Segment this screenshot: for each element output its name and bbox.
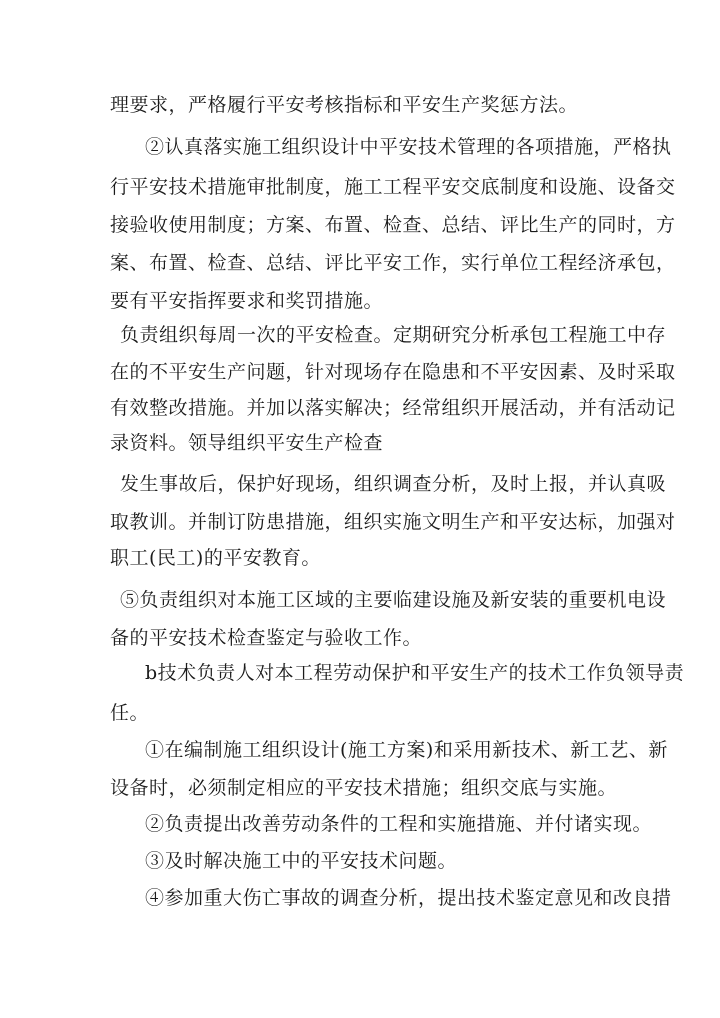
text-line: 理要求，严格履行平安考核指标和平安生产奖惩方法。 [110,94,579,116]
text-line: ③及时解决施工中的平安技术问题。 [145,850,458,872]
text-line: 设备时，必须制定相应的平安技术措施；组织交底与实施。 [110,777,618,799]
text-line: 发生事故后，保护好现场，组织调查分析，及时上报，并认真吸 [120,473,667,495]
text-line: 要有平安指挥要求和奖罚措施。 [110,290,384,312]
text-line: 接验收使用制度；方案、布置、检查、总结、评比生产的同时，方 [110,214,676,236]
text-line: 录资料。领导组织平安生产检查 [110,432,384,454]
text-line: ②负责提出改善劳动条件的工程和实施措施、并付诸实现。 [145,813,653,835]
text-line: ⑤负责组织对本施工区域的主要临建设施及新安装的重要机电设 [120,589,667,611]
text-line: 职工(民工)的平安教育。 [110,547,321,569]
text-line: 取教训。并制订防患措施，组织实施文明生产和平安达标，加强对 [110,511,676,533]
text-line: 任。 [110,702,150,724]
text-line: ②认真落实施工组织设计中平安技术管理的各项措施，严格执 [145,136,672,158]
text-line: 行平安技术措施审批制度，施工工程平安交底制度和设施、设备交 [110,176,676,198]
text-line: ④参加重大伤亡事故的调查分析，提出技术鉴定意见和改良措 [145,887,672,909]
text-line: 案、布置、检查、总结、评比平安工作，实行单位工程经济承包， [110,252,676,274]
text-line: 备的平安技术检查鉴定与验收工作。 [110,627,423,649]
text-line: 负责组织每周一次的平安检查。定期研究分析承包工程施工中存 [120,324,667,346]
text-line: 有效整改措施。并加以落实解决；经常组织开展活动，并有活动记 [110,397,676,419]
text-line: b技术负责人对本工程劳动保护和平安生产的技术工作负领导责 [145,662,685,684]
text-line: ①在编制施工组织设计(施工方案)和采用新技术、新工艺、新 [145,739,668,761]
text-line: 在的不平安生产问题，针对现场存在隐患和不平安因素、及时采取 [110,361,676,383]
